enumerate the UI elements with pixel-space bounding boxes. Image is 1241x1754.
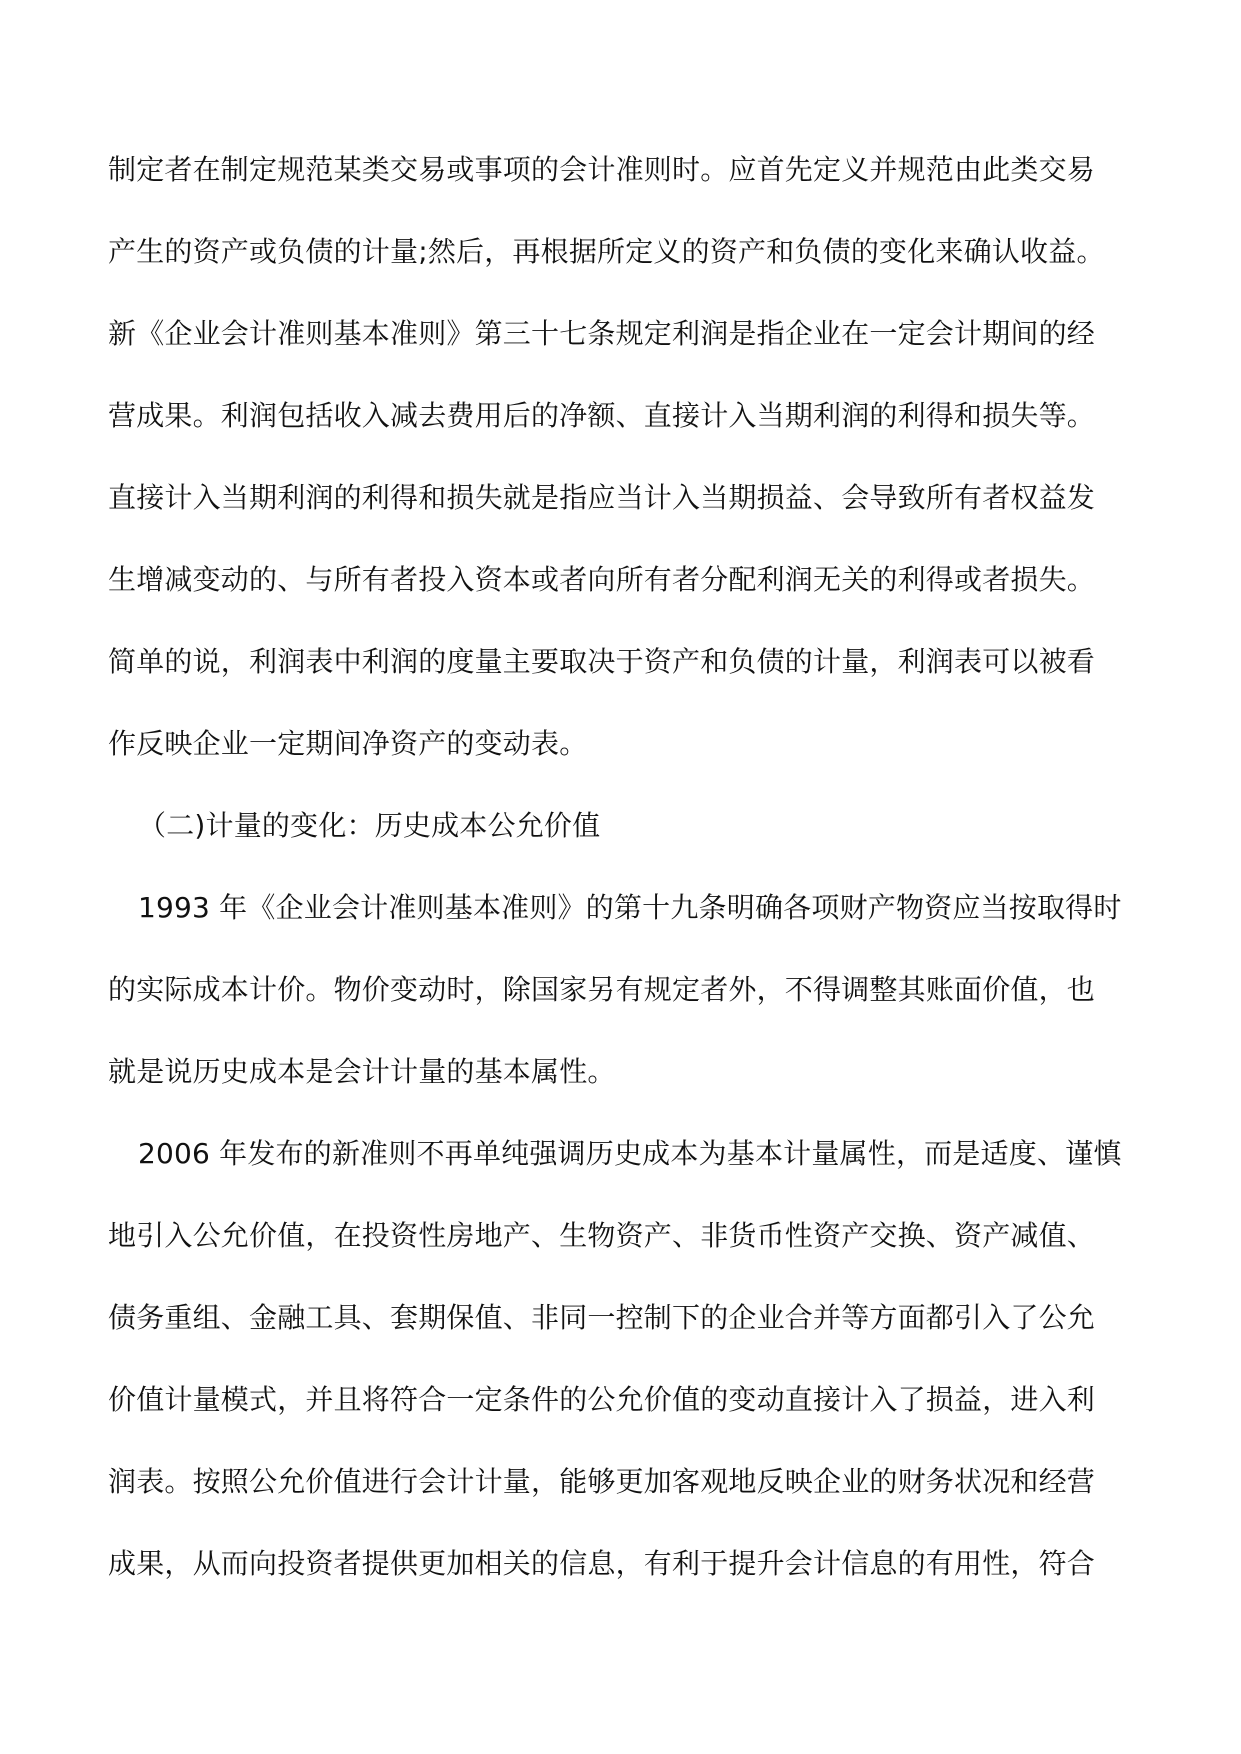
text-line: 润表。按照公允价值进行会计计量，能够更加客观地反映企业的财务状况和经营 bbox=[108, 1465, 1096, 1498]
text-line: 就是说历史成本是会计计量的基本属性。 bbox=[108, 1055, 616, 1088]
text-line: 的实际成本计价。物价变动时，除国家另有规定者外，不得调整其账面价值，也 bbox=[108, 973, 1096, 1006]
text-line: 简单的说，利润表中利润的度量主要取决于资产和负债的计量，利润表可以被看 bbox=[108, 645, 1096, 678]
text-line: 作反映企业一定期间净资产的变动表。 bbox=[108, 727, 588, 760]
text-line: 2006 年发布的新准则不再单纯强调历史成本为基本计量属性，而是适度、谨慎 bbox=[138, 1137, 1122, 1170]
text-line: 营成果。利润包括收入减去费用后的净额、直接计入当期利润的利得和损失等。 bbox=[108, 399, 1096, 432]
text-line: 地引入公允价值，在投资性房地产、生物资产、非货币性资产交换、资产减值、 bbox=[108, 1219, 1096, 1252]
text-line: 直接计入当期利润的利得和损失就是指应当计入当期损益、会导致所有者权益发 bbox=[108, 481, 1096, 514]
text-line: 1993 年《企业会计准则基本准则》的第十九条明确各项财产物资应当按取得时 bbox=[138, 891, 1122, 924]
text-line: 生增减变动的、与所有者投入资本或者向所有者分配利润无关的利得或者损失。 bbox=[108, 563, 1096, 596]
text-line: 产生的资产或负债的计量;然后，再根据所定义的资产和负债的变化来确认收益。 bbox=[108, 235, 1105, 268]
text-line: 制定者在制定规范某类交易或事项的会计准则时。应首先定义并规范由此类交易 bbox=[108, 153, 1096, 186]
section-heading: （二)计量的变化：历史成本公允价值 bbox=[138, 809, 601, 842]
text-line: 成果，从而向投资者提供更加相关的信息，有利于提升会计信息的有用性，符合 bbox=[108, 1547, 1096, 1580]
text-line: 债务重组、金融工具、套期保值、非同一控制下的企业合并等方面都引入了公允 bbox=[108, 1301, 1096, 1334]
text-line: 价值计量模式，并且将符合一定条件的公允价值的变动直接计入了损益，进入利 bbox=[108, 1383, 1096, 1416]
text-line: 新《企业会计准则基本准则》第三十七条规定利润是指企业在一定会计期间的经 bbox=[108, 317, 1096, 350]
